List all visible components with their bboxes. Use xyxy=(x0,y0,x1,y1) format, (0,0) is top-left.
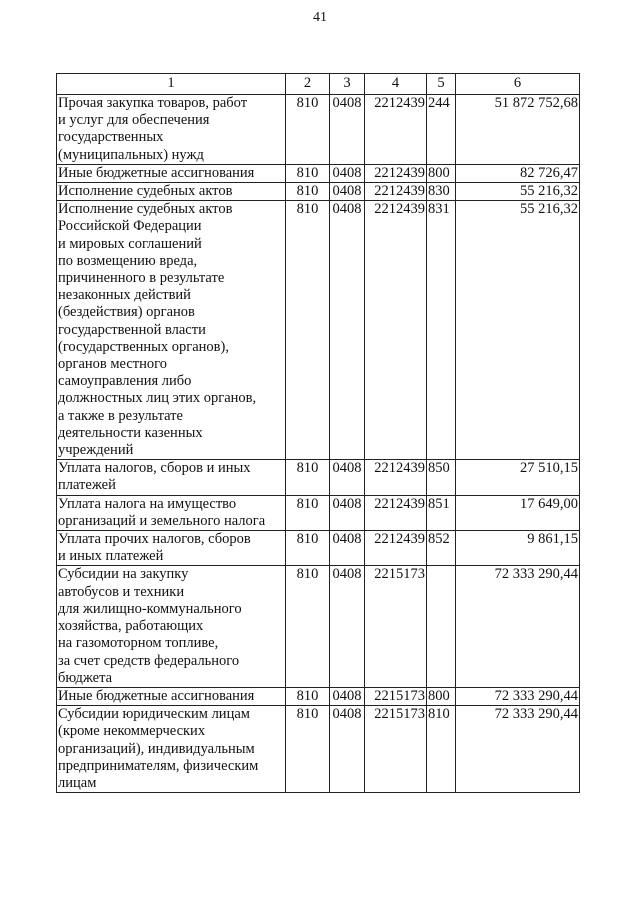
row-amount: 9 861,15 xyxy=(456,531,580,566)
row-code-5: 810 xyxy=(427,706,456,793)
header-col-3: 3 xyxy=(330,74,365,95)
row-code-5 xyxy=(427,566,456,687)
row-code-5: 852 xyxy=(427,531,456,566)
row-amount: 55 216,32 xyxy=(456,183,580,201)
table-row xyxy=(57,495,580,530)
row-code-2: 810 xyxy=(286,460,330,495)
row-code-2: 810 xyxy=(286,687,330,705)
row-description: Иные бюджетные ассигнования xyxy=(57,687,286,705)
row-code-5: 244 xyxy=(427,95,456,165)
budget-table xyxy=(56,73,580,793)
row-code-2: 810 xyxy=(286,201,330,460)
row-code-2: 810 xyxy=(286,566,330,687)
row-code-5: 800 xyxy=(427,164,456,182)
row-code-3: 0408 xyxy=(330,201,365,460)
row-code-4: 2212439 xyxy=(365,460,427,495)
row-code-4: 2212439 xyxy=(365,95,427,165)
table-row xyxy=(57,460,580,495)
row-code-4: 2212439 xyxy=(365,201,427,460)
row-amount: 55 216,32 xyxy=(456,201,580,460)
row-description: Субсидии на закупку автобусов и техники для жилищно-коммунального хозяйства, работающих на газомоторном топливе, за счет средств федерального бюджета xyxy=(57,566,286,687)
row-code-4: 2212439 xyxy=(365,183,427,201)
row-amount: 72 333 290,44 xyxy=(456,687,580,705)
table-row xyxy=(57,566,580,687)
row-description: Прочая закупка товаров, работ и услуг для обеспечения государственных (муниципальных) нужд xyxy=(57,95,286,165)
row-description: Уплата прочих налогов, сборов и иных платежей xyxy=(57,531,286,566)
table-row xyxy=(57,183,580,201)
row-code-2: 810 xyxy=(286,495,330,530)
table-row xyxy=(57,201,580,460)
row-code-5: 830 xyxy=(427,183,456,201)
header-col-5: 5 xyxy=(427,74,456,95)
row-code-3: 0408 xyxy=(330,164,365,182)
row-code-3: 0408 xyxy=(330,95,365,165)
row-code-2: 810 xyxy=(286,531,330,566)
row-amount: 17 649,00 xyxy=(456,495,580,530)
row-amount: 82 726,47 xyxy=(456,164,580,182)
table-row xyxy=(57,164,580,182)
row-code-4: 2215173 xyxy=(365,687,427,705)
row-description: Исполнение судебных актов xyxy=(57,183,286,201)
table-row xyxy=(57,531,580,566)
row-code-2: 810 xyxy=(286,164,330,182)
row-code-3: 0408 xyxy=(330,460,365,495)
row-code-4: 2212439 xyxy=(365,164,427,182)
header-row xyxy=(57,74,580,95)
header-col-6: 6 xyxy=(456,74,580,95)
table-row xyxy=(57,687,580,705)
row-description: Субсидии юридическим лицам (кроме некоммерческих организаций), индивидуальным предпринимателям, физическим лицам xyxy=(57,706,286,793)
row-code-5: 850 xyxy=(427,460,456,495)
row-code-3: 0408 xyxy=(330,687,365,705)
row-code-5: 800 xyxy=(427,687,456,705)
row-code-5: 851 xyxy=(427,495,456,530)
row-code-3: 0408 xyxy=(330,531,365,566)
row-code-2: 810 xyxy=(286,706,330,793)
page-number: 41 xyxy=(313,10,327,25)
row-description: Исполнение судебных актов Российской Федерации и мировых соглашений по возмещению вреда, причиненного в результате незаконных действий (бездействия) органов государственной власти (государственных органов), органов местного самоуправления либо должностных лиц этих органов, а также в результате деятельности казенных учреждений xyxy=(57,201,286,460)
row-code-3: 0408 xyxy=(330,566,365,687)
header-col-1: 1 xyxy=(57,74,286,95)
row-amount: 72 333 290,44 xyxy=(456,706,580,793)
row-code-4: 2215173 xyxy=(365,706,427,793)
row-code-4: 2212439 xyxy=(365,495,427,530)
table-row xyxy=(57,95,580,165)
row-code-4: 2212439 xyxy=(365,531,427,566)
row-code-3: 0408 xyxy=(330,495,365,530)
row-amount: 72 333 290,44 xyxy=(456,566,580,687)
row-code-2: 810 xyxy=(286,183,330,201)
row-code-2: 810 xyxy=(286,95,330,165)
header-col-4: 4 xyxy=(365,74,427,95)
row-code-5: 831 xyxy=(427,201,456,460)
row-code-4: 2215173 xyxy=(365,566,427,687)
row-amount: 51 872 752,68 xyxy=(456,95,580,165)
row-amount: 27 510,15 xyxy=(456,460,580,495)
row-description: Уплата налога на имущество организаций и земельного налога xyxy=(57,495,286,530)
row-code-3: 0408 xyxy=(330,183,365,201)
row-description: Уплата налогов, сборов и иных платежей xyxy=(57,460,286,495)
row-code-3: 0408 xyxy=(330,706,365,793)
row-description: Иные бюджетные ассигнования xyxy=(57,164,286,182)
table-row xyxy=(57,706,580,793)
header-col-2: 2 xyxy=(286,74,330,95)
